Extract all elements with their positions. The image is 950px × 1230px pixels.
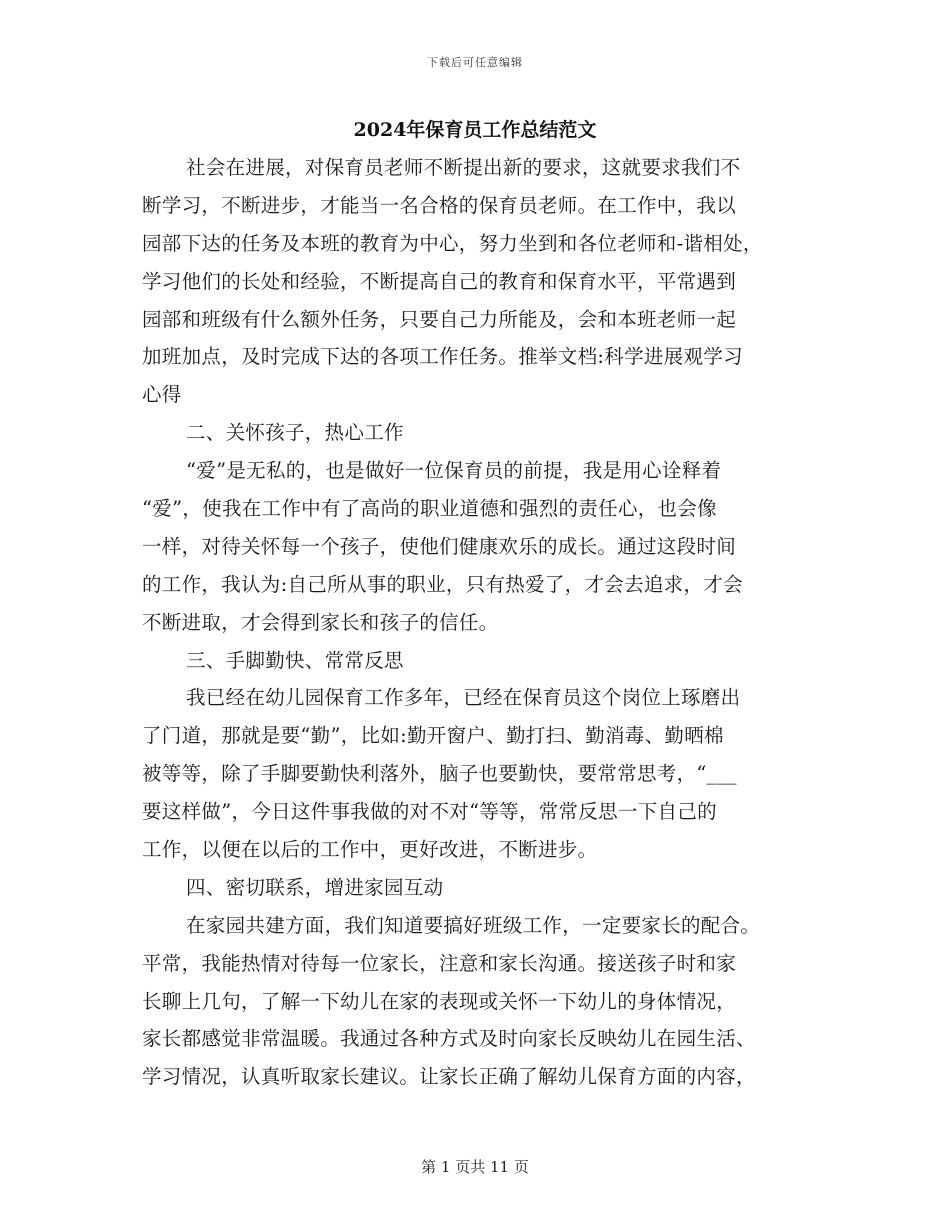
text-line: 二、关怀孩子，热心工作 [186, 421, 404, 445]
text-line: 园部下达的任务及本班的教育为中心，努力坐到和各位老师和-谐相处， [142, 231, 763, 255]
text-line: 社会在进展，对保育员老师不断提出新的要求，这就要求我们不 [186, 156, 741, 179]
text-line: 的工作，我认为:自己所从事的职业，只有热爱了，才会去追求，才会 [142, 572, 743, 596]
text-line: 学习情况，认真听取家长建议。让家长正确了解幼儿保育方面的内容， [142, 1065, 756, 1089]
text-line: 家长都感觉非常温暖。我通过各种方式及时向家长反映幼儿在园生活、 [142, 1027, 756, 1051]
text-line: “爱”，使我在工作中有了高尚的职业道德和强烈的责任心，也会像 [142, 497, 717, 521]
text-line: 工作，以便在以后的工作中，更好改进，不断进步。 [142, 838, 598, 862]
document-title: 2024年保育员工作总结范文 [353, 119, 597, 141]
text-line: 园部和班级有什么额外任务，只要自己力所能及，会和本班老师一起 [142, 307, 737, 331]
text-line: “爱”是无私的，也是做好一位保育员的前提，我是用心诠释着 [186, 459, 722, 483]
text-line: 了门道，那就是要“勤”，比如:勤开窗户、勤打扫、勤消毒、勤晒棉 [142, 724, 724, 748]
text-line: 在家园共建方面，我们知道要搞好班级工作，一定要家长的配合。 [186, 913, 761, 937]
document-body [142, 149, 814, 1096]
text-line: 长聊上几句，了解一下幼儿在家的表现或关怀一下幼儿的身体情况， [142, 989, 737, 1013]
text-line: 断学习，不断进步，才能当一名合格的保育员老师。在工作中，我以 [142, 193, 737, 217]
text-line: 我已经在幼儿园保育工作多年，已经在保育员这个岗位上琢磨出 [186, 686, 741, 710]
text-line: 三、手脚勤快、常常反思 [186, 648, 404, 672]
text-line: 被等等，除了手脚要勤快利落外，脑子也要勤快，要常常思考，“___ [142, 762, 737, 786]
text-line: 不断进取，才会得到家长和孩子的信任。 [142, 610, 499, 634]
text-line: 要这样做”，今日这件事我做的对不对“等等，常常反思一下自己的 [142, 800, 717, 824]
text-line: 四、密切联系，增进家园互动 [186, 875, 444, 899]
text-line: 平常，我能热情对待每一位家长，注意和家长沟通。接送孩子时和家 [142, 951, 737, 975]
text-line: 一样，对待关怀每一个孩子，使他们健康欢乐的成长。通过这段时间 [142, 534, 737, 558]
page-indicator: 第 1 页共 11 页 [421, 1158, 529, 1176]
header-note: 下载后可任意编辑 [427, 56, 523, 69]
text-line: 加班加点，及时完成下达的各项工作任务。推举文档:科学进展观学习 [142, 345, 743, 369]
text-line: 学习他们的长处和经验，不断提高自己的教育和保育水平，平常遇到 [142, 269, 737, 293]
text-line: 心得 [142, 383, 182, 407]
